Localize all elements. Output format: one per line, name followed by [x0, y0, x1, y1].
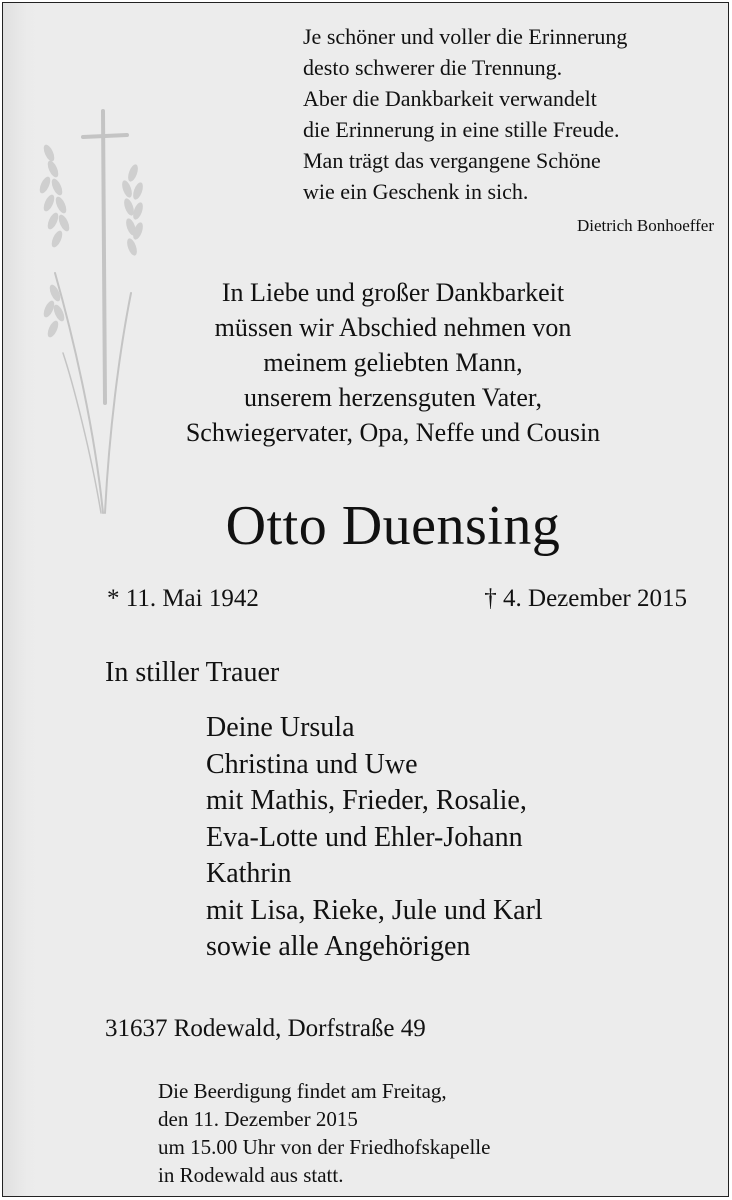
family-member: mit Lisa, Rieke, Jule und Karl	[206, 894, 543, 926]
family-member: mit Mathis, Frieder, Rosalie,	[206, 785, 527, 816]
family-member: Eva-Lotte und Ehler-Johann	[206, 821, 523, 853]
address: 31637 Rodewald, Dorfstraße 49	[105, 1015, 426, 1042]
mourning-label: In stiller Trauer	[105, 657, 280, 688]
death-date: † 4. Dezember 2015	[484, 585, 687, 612]
family-member: sowie alle Angehörigen	[206, 931, 471, 962]
life-dates	[107, 583, 687, 615]
funeral-notice: Die Beerdigung findet am Freitag, den 11. Dezember 2015 um 15.00 Uhr von der Friedhofskapelle in Rodewald aus statt.	[158, 1079, 491, 1187]
family-member: Christina und Uwe	[206, 748, 418, 780]
birth-date: * 11. Mai 1942	[107, 585, 259, 612]
bonhoeffer-quote: Je schöner und voller die Erinnerung desto schwerer die Trennung. Aber die Dankbarkeit verwandelt die Erinnerung in eine stille Freude. Man trägt das vergangene Schöne wie ein Geschenk in sich.	[303, 24, 628, 204]
obituary-card	[2, 2, 729, 1197]
deceased-name: Otto Duensing	[225, 495, 561, 557]
quote-author: Dietrich Bonhoeffer	[576, 216, 714, 235]
family-list	[206, 710, 543, 966]
family-member: Kathrin	[206, 858, 292, 889]
family-member: Deine Ursula	[206, 712, 355, 743]
intro-text: In Liebe und großer Dankbarkeit müssen wir Abschied nehmen von meinem geliebten Mann, unserem herzensguten Vater, Schwiegervater, Opa, Neffe und Cousin	[185, 278, 601, 447]
